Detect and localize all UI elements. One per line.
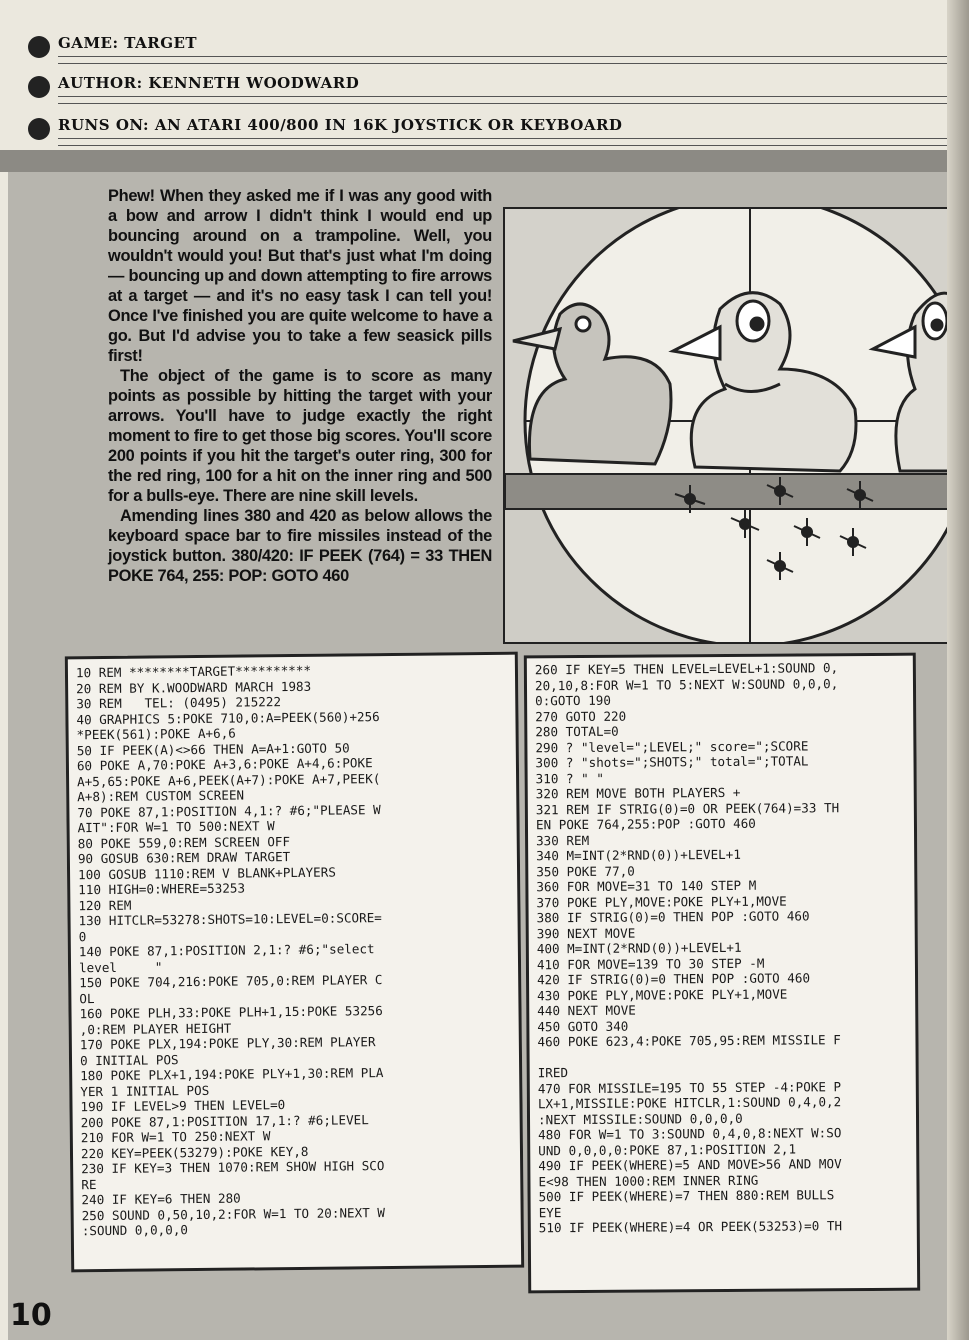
code-line: 500 IF PEEK(WHERE)=7 THEN 880:REM BULLS [538,1187,835,1205]
code-line: 250 SOUND 0,50,10,2:FOR W=1 TO 20:NEXT W [81,1204,385,1223]
intro-text [108,186,492,586]
code-line: 0 INITIAL POS [79,1051,179,1068]
intro-paragraph-2: The object of the game is to score as many points as possible by hitting the target with your arrows. You'll have to judge exactly the right moment to fire to get those big scores. You'll score 200 points if you hit the target's outer ring, 300 for the red ring, 100 for a hit on the inner ring and 500 for a bulls-eye. There are nine skill levels. [108,367,492,505]
bullet-dot-icon [28,36,50,58]
code-line: 290 ? "level=";LEVEL;" score=";SCORE [535,737,809,755]
code-line: 390 NEXT MOVE [536,925,636,941]
header-runs-on-row [28,112,948,146]
code-line: level " [78,958,163,975]
code-line: :SOUND 0,0,0,0 [81,1222,189,1239]
code-line: 510 IF PEEK(WHERE)=4 OR PEEK(53253)=0 TH [538,1218,843,1236]
code-listing-right [524,653,920,1294]
code-line: 360 FOR MOVE=31 TO 140 STEP M [536,877,757,895]
bullet-dot-icon [28,118,50,140]
code-line: 160 POKE PLH,33:POKE PLH+1,15:POKE 53256 [79,1003,383,1022]
intro-paragraph-3: Amending lines 380 and 420 as below allows the keyboard space bar to fire missiles instead of the joystick button. 380/420: IF PEEK (764) = 33 THEN POKE 764, 255: POP: GOTO 460 [108,507,492,585]
code-line: 230 IF KEY=3 THEN 1070:REM SHOW HIGH SCO [81,1158,385,1177]
header-runs-on: RUNS ON: AN ATARI 400/800 IN 16K JOYSTICK OR KEYBOARD [58,116,630,134]
duck-target-illustration [503,207,949,644]
code-line: 280 TOTAL=0 [535,723,619,740]
code-line: 450 GOTO 340 [537,1018,629,1034]
code-line: 180 POKE PLX+1,194:POKE PLY+1,30:REM PLA [80,1065,384,1084]
code-line: 0:GOTO 190 [535,692,611,709]
code-line: 0 [78,928,87,944]
code-line: 320 REM MOVE BOTH PLAYERS + [535,784,741,802]
code-line: 400 M=INT(2*RND(0))+LEVEL+1 [536,939,742,957]
code-line: :NEXT MISSILE:SOUND 0,0,0,0 [537,1110,743,1127]
code-line: 321 REM IF STRIG(0)=0 OR PEEK(764)=33 TH [535,799,840,817]
header-rule [58,138,948,146]
code-line: UND 0,0,0,0:POKE 87,1:POSITION 2,1 [538,1140,797,1158]
code-line: AIT":FOR W=1 TO 500:NEXT W [77,818,275,836]
code-line: 10 REM ********TARGET********** [75,662,312,681]
code-line: 310 ? " " [535,770,604,786]
code-line: RE [81,1176,97,1192]
code-line: 260 IF KEY=5 THEN LEVEL=LEVEL+1:SOUND 0, [534,660,839,678]
code-line: 300 ? "shots=";SHOTS;" total=";TOTAL [535,753,809,771]
header-rule [58,56,948,64]
code-line: 190 IF LEVEL>9 THEN LEVEL=0 [80,1097,286,1115]
code-line: 30 REM TEL: (0495) 215222 [76,694,282,712]
code-line: EN POKE 764,255:POP :GOTO 460 [535,815,756,833]
header-game: GAME: TARGET [58,34,205,52]
code-line: 80 POKE 559,0:REM SCREEN OFF [77,833,291,851]
code-line: 200 POKE 87,1:POSITION 17,1:? #6;LEVEL [80,1111,369,1130]
code-line: 120 REM [78,897,132,913]
intro-paragraph-1: Phew! When they asked me if I was any good with a bow and arrow I didn't think I would end up bouncing around on a trampoline. Well, you wouldn't would you! But that's just what I'm doing — bouncing up and down attempting to fire arrows at a target — and it's no easy task I can tell you! Once I've finished you are quite welcome to have a go. But I'd advise you to take a few seasick pills first! [108,187,492,365]
code-line: 410 FOR MOVE=139 TO 30 STEP -M [536,955,765,972]
code-line: 170 POKE PLX,194:POKE PLY,30:REM PLAYER [79,1034,376,1053]
code-line: 110 HIGH=0:WHERE=53253 [78,880,246,898]
code-line: 460 POKE 623,4:POKE 705,95:REM MISSILE F [537,1032,841,1050]
code-line: 20 REM BY K.WOODWARD MARCH 1983 [76,678,312,696]
code-line: A+8):REM CUSTOM SCREEN [77,787,245,805]
code-line: 480 FOR W=1 TO 3:SOUND 0,4,0,8:NEXT W:SO [538,1125,842,1143]
code-line: 330 REM [536,832,590,848]
code-line: 340 M=INT(2*RND(0))+LEVEL+1 [536,846,741,864]
bullet-dot-icon [28,76,50,98]
code-line: LX+1,MISSILE:POKE HITCLR,1:SOUND 0,4,0,2 [537,1094,842,1112]
code-line: 370 POKE PLY,MOVE:POKE PLY+1,MOVE [536,893,787,910]
code-line: A+5,65:POKE A+6,PEEK(A+7):POKE A+7,PEEK( [77,770,381,789]
code-line: 20,10,8:FOR W=1 TO 5:NEXT W:SOUND 0,0,0, [534,675,839,693]
code-line: OL [79,990,95,1006]
code-line: E<98 THEN 1000:REM INNER RING [538,1172,759,1189]
code-line: 240 IF KEY=6 THEN 280 [81,1190,241,1208]
code-listing-left [65,652,524,1273]
code-line: 430 POKE PLY,MOVE:POKE PLY+1,MOVE [537,986,788,1003]
header-rule [58,96,948,104]
code-line: *PEEK(561):POKE A+6,6 [76,725,236,743]
code-line: 420 IF STRIG(0)=0 THEN POP :GOTO 460 [536,970,811,988]
code-line: 490 IF PEEK(WHERE)=5 AND MOVE>56 AND MOV [538,1156,842,1174]
code-line: 140 POKE 87,1:POSITION 2,1:? #6;"select [78,941,375,960]
code-line: 130 HITCLR=53278:SHOTS=10:LEVEL=0:SCORE= [78,910,382,929]
code-line: 150 POKE 704,216:POKE 705,0:REM PLAYER C [79,972,383,991]
code-line: 440 NEXT MOVE [537,1002,636,1019]
code-line: 60 POKE A,70:POKE A+3,6:POKE A+4,6:POKE [76,755,373,774]
code-line: ,0:REM PLAYER HEIGHT [79,1020,232,1037]
top-band [0,150,947,172]
header-game-row [28,30,948,64]
code-line: 220 KEY=PEEK(53279):POKE KEY,8 [80,1143,309,1161]
code-line: IRED [537,1065,569,1081]
code-line: 100 GOSUB 1110:REM V BLANK+PLAYERS [77,864,336,882]
code-line: 210 FOR W=1 TO 250:NEXT W [80,1128,271,1146]
code-line: 470 FOR MISSILE=195 TO 55 STEP -4:POKE P [537,1078,842,1096]
code-line: 70 POKE 87,1:POSITION 4,1:? #6;"PLEASE W [77,801,381,820]
code-line: EYE [538,1204,562,1220]
header-author: AUTHOR: KENNETH WOODWARD [58,74,367,92]
code-line: YER 1 INITIAL POS [80,1082,210,1099]
code-line: 270 GOTO 220 [535,708,627,724]
code-line: 380 IF STRIG(0)=0 THEN POP :GOTO 460 [536,908,810,926]
code-line: 50 IF PEEK(A)<>66 THEN A=A+1:GOTO 50 [76,739,350,758]
ducks-target-icon [505,209,949,642]
code-line: 350 POKE 77,0 [536,863,635,879]
code-line: 40 GRAPHICS 5:POKE 710,0:A=PEEK(560)+256 [76,708,380,727]
page-number: 10 [10,1298,52,1333]
header-author-row [28,70,948,104]
code-line: 90 GOSUB 630:REM DRAW TARGET [77,849,291,867]
page-spine-shadow [947,0,969,1340]
